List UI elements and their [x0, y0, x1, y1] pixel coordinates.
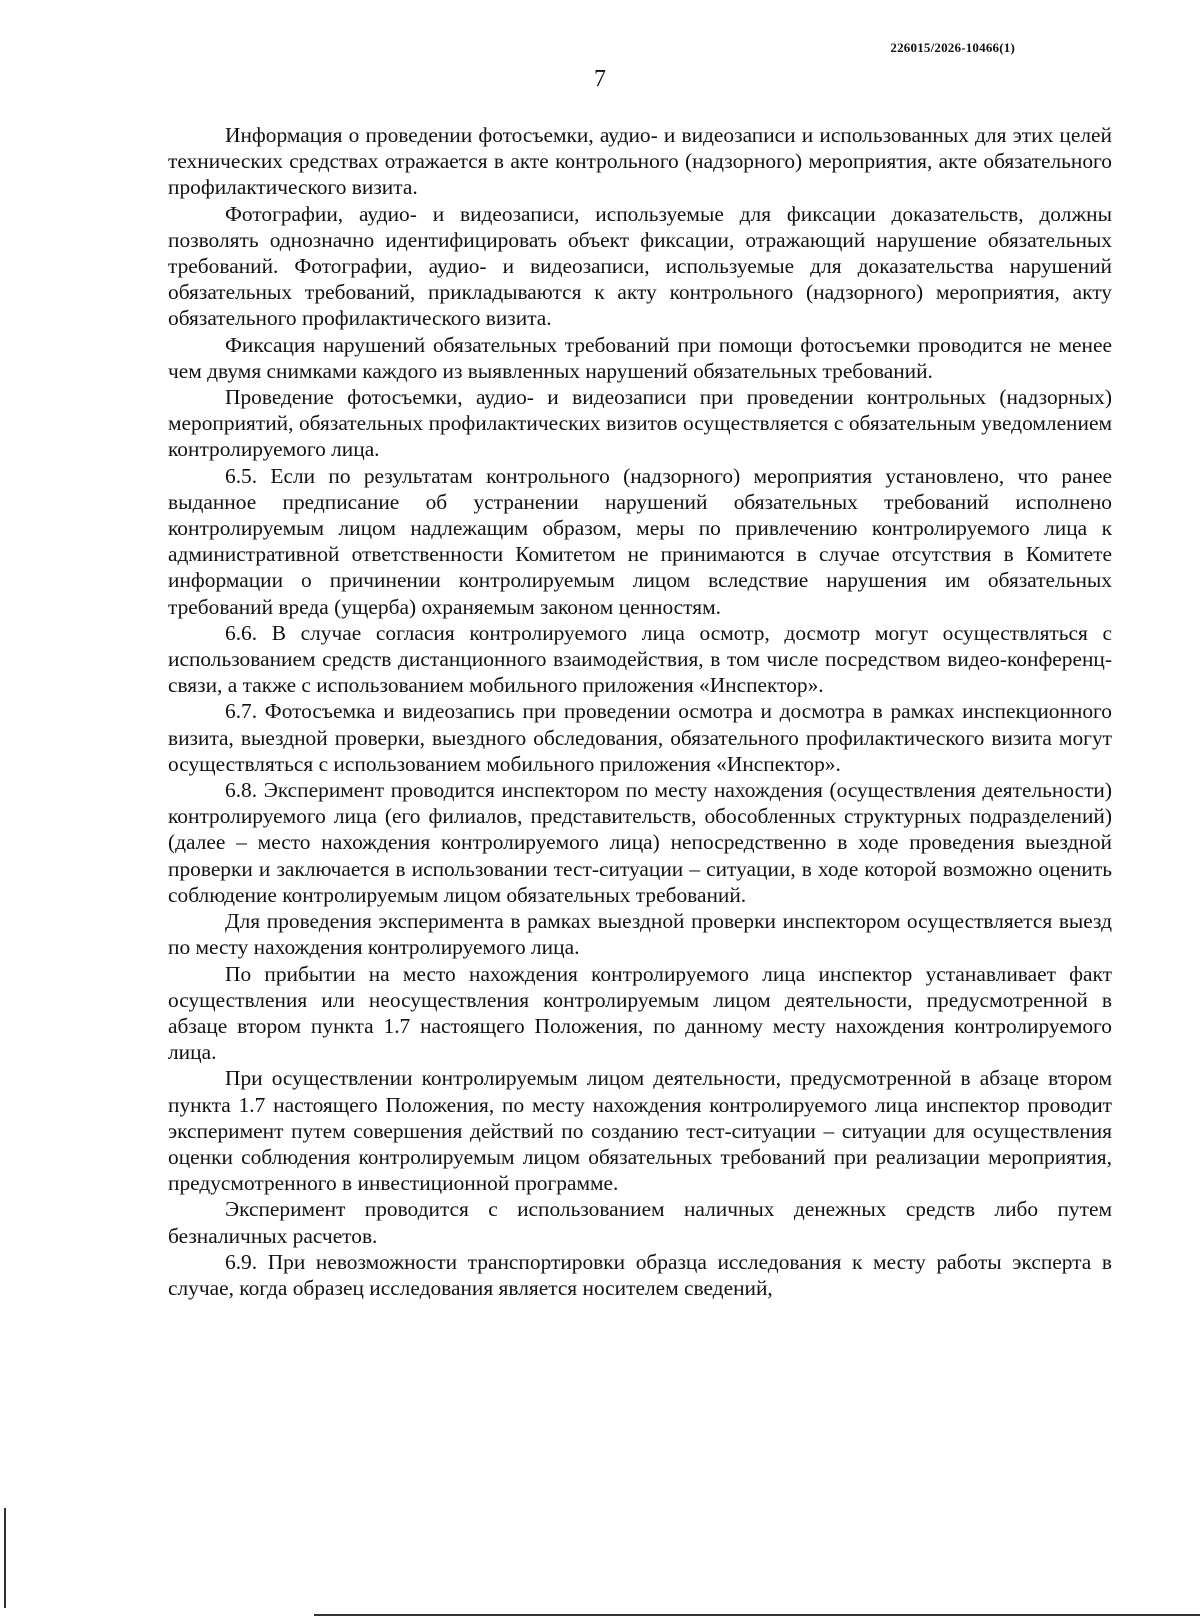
paragraph: Для проведения эксперимента в рамках выездной проверки инспектором осуществляется выезд по месту нахождения контролируемого лица.: [168, 909, 1112, 960]
page-number: 7: [594, 66, 606, 92]
paragraph: Проведение фотосъемки, аудио- и видеозаписи при проведении контрольных (надзорных) мероприятий, обязательных профилактических визитов осуществляется с обязательным уведомлением контролируемого лица.: [168, 385, 1112, 462]
document-registration-number: 226015/2026-10466(1): [890, 40, 1015, 55]
paragraph: При осуществлении контролируемым лицом деятельности, предусмотренной в абзаце втором пункта 1.7 настоящего Положения, по месту нахождения контролируемого лица инспектор проводит эксперимент путем совершения действий по созданию тест-ситуации – ситуации для осуществления оценки соблюдения контролируемым лицом обязательных требований при реализации мероприятия, предусмотренного в инвестиционной программе.: [168, 1066, 1112, 1196]
document-body: [168, 122, 1112, 1301]
paragraph-6-7: 6.7. Фотосъемка и видеозапись при проведении осмотра и досмотра в рамках инспекционного визита, выездной проверки, выездного обследования, обязательного профилактического визита могут осуществляться с использованием мобильного приложения «Инспектор».: [168, 699, 1112, 776]
paragraph: Эксперимент проводится с использованием наличных денежных средств либо путем безналичных расчетов.: [168, 1197, 1112, 1248]
paragraph: По прибытии на место нахождения контролируемого лица инспектор устанавливает факт осуществления или неосуществления контролируемым лицом деятельности, предусмотренной в абзаце втором пункта 1.7 настоящего Положения, по данному месту нахождения контролируемого лица.: [168, 961, 1112, 1065]
paragraph-6-8: 6.8. Эксперимент проводится инспектором по месту нахождения (осуществления деятельности) контролируемого лица (его филиалов, представительств, обособленных структурных подразделений) (далее – место нахождения контролируемого лица) непосредственно в ходе проведения выездной проверки и заключается в использовании тест-ситуации – ситуации, в ходе которой возможно оценить соблюдение контролируемым лицом обязательных требований.: [168, 778, 1112, 907]
paragraph-6-5: 6.5. Если по результатам контрольного (надзорного) мероприятия установлено, что ранее выданное предписание об устранении нарушений обязательных требований исполнено контролируемым лицом надлежащим образом, меры по привлечению контролируемого лица к административной ответственности Комитетом не принимаются в случае отсутствия в Комитете информации о причинении контролируемым лицом вследствие нарушения им обязательных требований вреда (ущерба) охраняемым законом ценностям.: [168, 463, 1112, 619]
scan-edge-bottom: [314, 1614, 1200, 1616]
paragraph: Фиксация нарушений обязательных требований при помощи фотосъемки проводится не менее чем двумя снимками каждого из выявленных нарушений обязательных требований.: [168, 332, 1112, 383]
paragraph-6-9: 6.9. При невозможности транспортировки образца исследования к месту работы эксперта в случае, когда образец исследования является носителем сведений,: [168, 1249, 1112, 1300]
paragraph-6-6: 6.6. В случае согласия контролируемого лица осмотр, досмотр могут осуществляться с использованием средств дистанционного взаимодействия, в том числе посредством видео-конференц-связи, а также с использованием мобильного приложения «Инспектор».: [168, 620, 1112, 698]
paragraph: Фотографии, аудио- и видеозаписи, используемые для фиксации доказательств, должны позволять однозначно идентифицировать объект фиксации, отражающий нарушение обязательных требований. Фотографии, аудио- и видеозаписи, используемые для доказательства нарушений обязательных требований, прикладываются к акту контрольного (надзорного) мероприятия, акту обязательного профилактического визита.: [168, 201, 1112, 331]
scan-edge-left: [4, 1508, 6, 1608]
paragraph: Информация о проведении фотосъемки, аудио- и видеозаписи и использованных для этих целей технических средствах отражается в акте контрольного (надзорного) мероприятия, акте обязательного профилактического визита.: [168, 123, 1112, 200]
